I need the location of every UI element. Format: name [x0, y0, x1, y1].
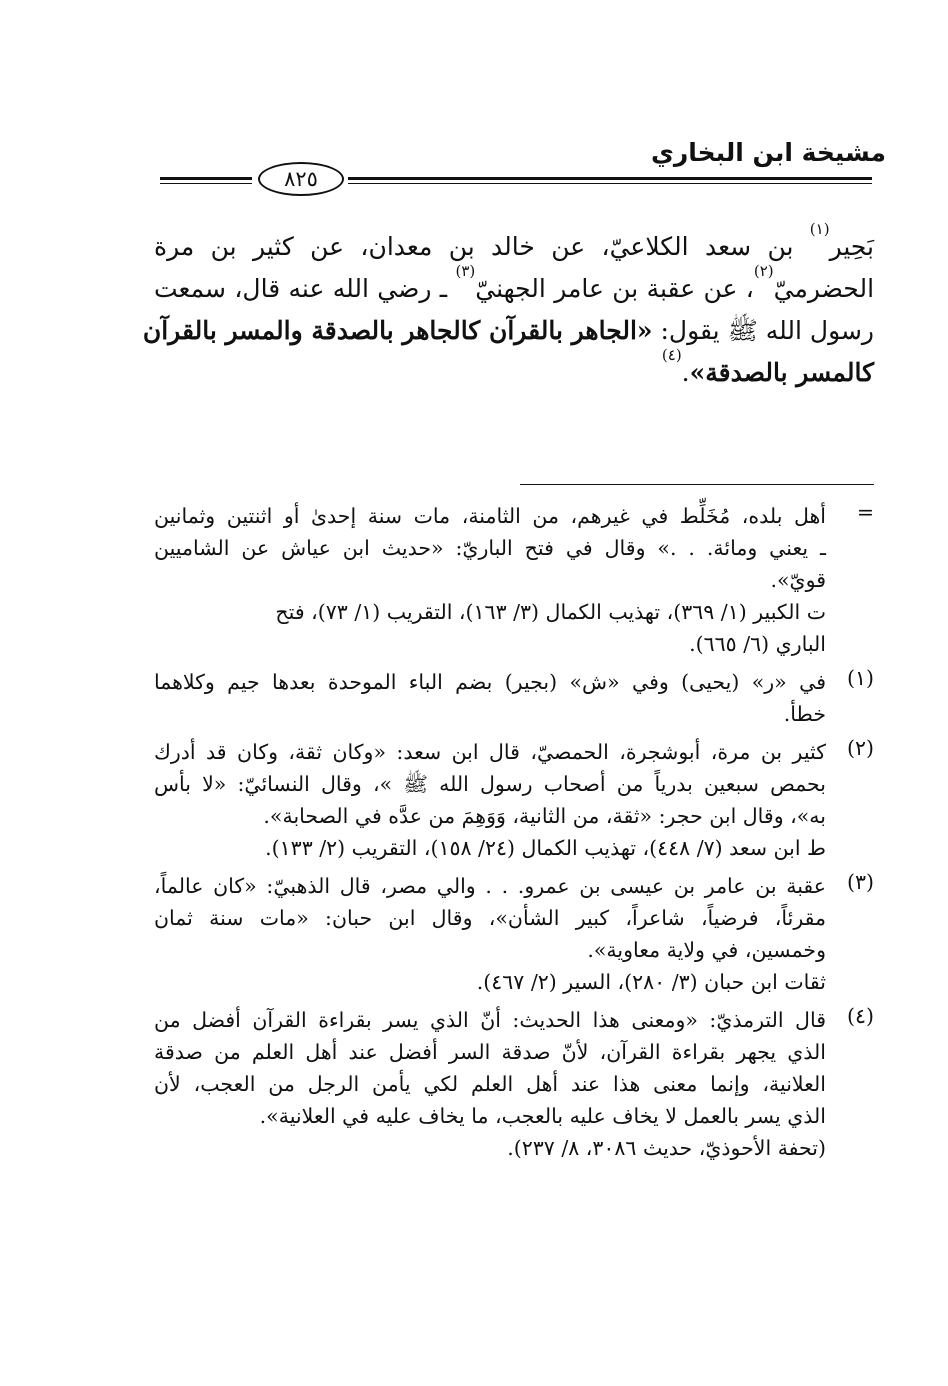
footnote-separator [520, 484, 874, 485]
footnote-number: (٢) [846, 736, 874, 760]
footnote-line: الذي يجهر بقراءة القرآن، لأنّ صدقة السر أفضل عند أهل العلم من صدقة [154, 1040, 826, 1064]
main-text-line [154, 346, 874, 394]
footnote-line: أهل بلده، مُخَلِّط في غيرهم، من الثامنة، مات سنة إحدىٰ أو اثنتين وثمانين [154, 504, 826, 528]
text-run: الحضرميّ [773, 274, 875, 303]
text-run: ـ رضي الله عنه قال، سمعت [154, 274, 456, 303]
footnote-marker: (٤) [661, 346, 682, 364]
main-text-line [142, 310, 874, 352]
text-run: بَحِير [829, 232, 874, 261]
hadith-text: كالمسر بالصدقة» [689, 358, 874, 387]
footnote-line: العلانية، وإنما معنى هذا عند أهل العلم لكي يأمن الرجل من العجب، لأن [154, 1072, 826, 1096]
footnote-line: بحمص سبعين بدرياً من أصحاب رسول الله ﷺ »، وقال النسائيّ: «لا بأس [154, 772, 826, 796]
footnote-number: = [856, 500, 874, 524]
footnote-marker: (١) [809, 220, 830, 238]
footnote-reference-line: ثقات ابن حبان (٣/ ٢٨٠)، السير (٢/ ٤٦٧). [476, 970, 826, 994]
footnote [154, 666, 874, 730]
footnote [154, 500, 874, 660]
footnote-line: في «ر» (يحيى) وفي «ش» (بجير) بضم الباء الموحدة بعدها جيم وكلاهما [154, 670, 826, 694]
footnote-number: (٤) [846, 1004, 874, 1028]
text-run: . [681, 358, 690, 387]
hadith-text: «الجاهر بالقرآن كالجاهر بالصدقة والمسر بالقرآن [142, 316, 653, 345]
footnote-line: ـ يعني ومائة. . .» وقال في فتح الباريّ: «حديث ابن عياش عن الشاميين [154, 536, 826, 560]
footnote-reference-line: الباري (٦/ ٦٦٥). [689, 632, 826, 656]
footnote-line: به»، وقال ابن حجر: «ثقة، من الثانية، وَوَهِمَ من عدَّه في الصحابة». [263, 804, 826, 828]
footnote-reference-line: ت الكبير (١/ ٣٦٩)، تهذيب الكمال (٣/ ١٦٣)، التقريب (١/ ٧٣)، فتح [275, 600, 826, 624]
footnotes [154, 500, 874, 1170]
text-run: ، عن عقبة بن عامر الجهنيّ [475, 274, 754, 303]
footnote-reference-line: (تحفة الأحوذيّ، حديث ٣٠٨٦، ٨/ ٢٣٧). [507, 1136, 826, 1160]
footnote-reference-line: ط ابن سعد (٧/ ٤٤٨)، تهذيب الكمال (٢٤/ ١٥٨)، التقريب (٢/ ١٣٣). [265, 836, 826, 860]
footnote-line: وخمسين، في ولاية معاوية». [587, 938, 826, 962]
page-number-frame [252, 160, 348, 196]
footnote-marker: (٣) [455, 262, 476, 280]
main-text-line [154, 262, 875, 310]
text-run: رسول الله ﷺ يقول: [652, 316, 874, 345]
running-header-title: مشيخة ابن البخاري [650, 138, 886, 167]
footnote-line: كثير بن مرة، أبوشجرة، الحمصيّ، قال ابن سعد: «وكان ثقة، وكان قد أدرك [154, 740, 826, 764]
text-run: بن سعد الكلاعيّ، عن خالد بن معدان، عن كثير بن مرة [154, 232, 810, 261]
footnote-line: عقبة بن عامر بن عيسى بن عمرو. . . والي مصر، قال الذهبيّ: «كان عالماً، [154, 874, 826, 898]
footnote [154, 1004, 874, 1164]
footnote-marker: (٢) [753, 262, 774, 280]
footnote [154, 870, 874, 998]
footnote [154, 736, 874, 864]
footnote-line: قويّ». [770, 568, 826, 592]
main-text [142, 220, 875, 394]
footnote-line: قال الترمذيّ: «ومعنى هذا الحديث: أنّ الذي يسر بقراءة القرآن أفضل من [154, 1008, 826, 1032]
footnote-number: (٣) [846, 870, 874, 894]
footnote-number: (١) [846, 666, 874, 690]
footnote-line: خطأ. [783, 702, 826, 726]
footnote-line: مقرئاً، فرضياً، شاعراً، كبير الشأن»، وقال ابن حبان: «مات سنة ثمان [154, 906, 826, 930]
footnote-line: الذي يسر بالعمل لا يخاف عليه بالعجب، ما يخاف عليه في العلانية». [259, 1104, 826, 1128]
page-number: ٨٢٥ [258, 162, 344, 196]
